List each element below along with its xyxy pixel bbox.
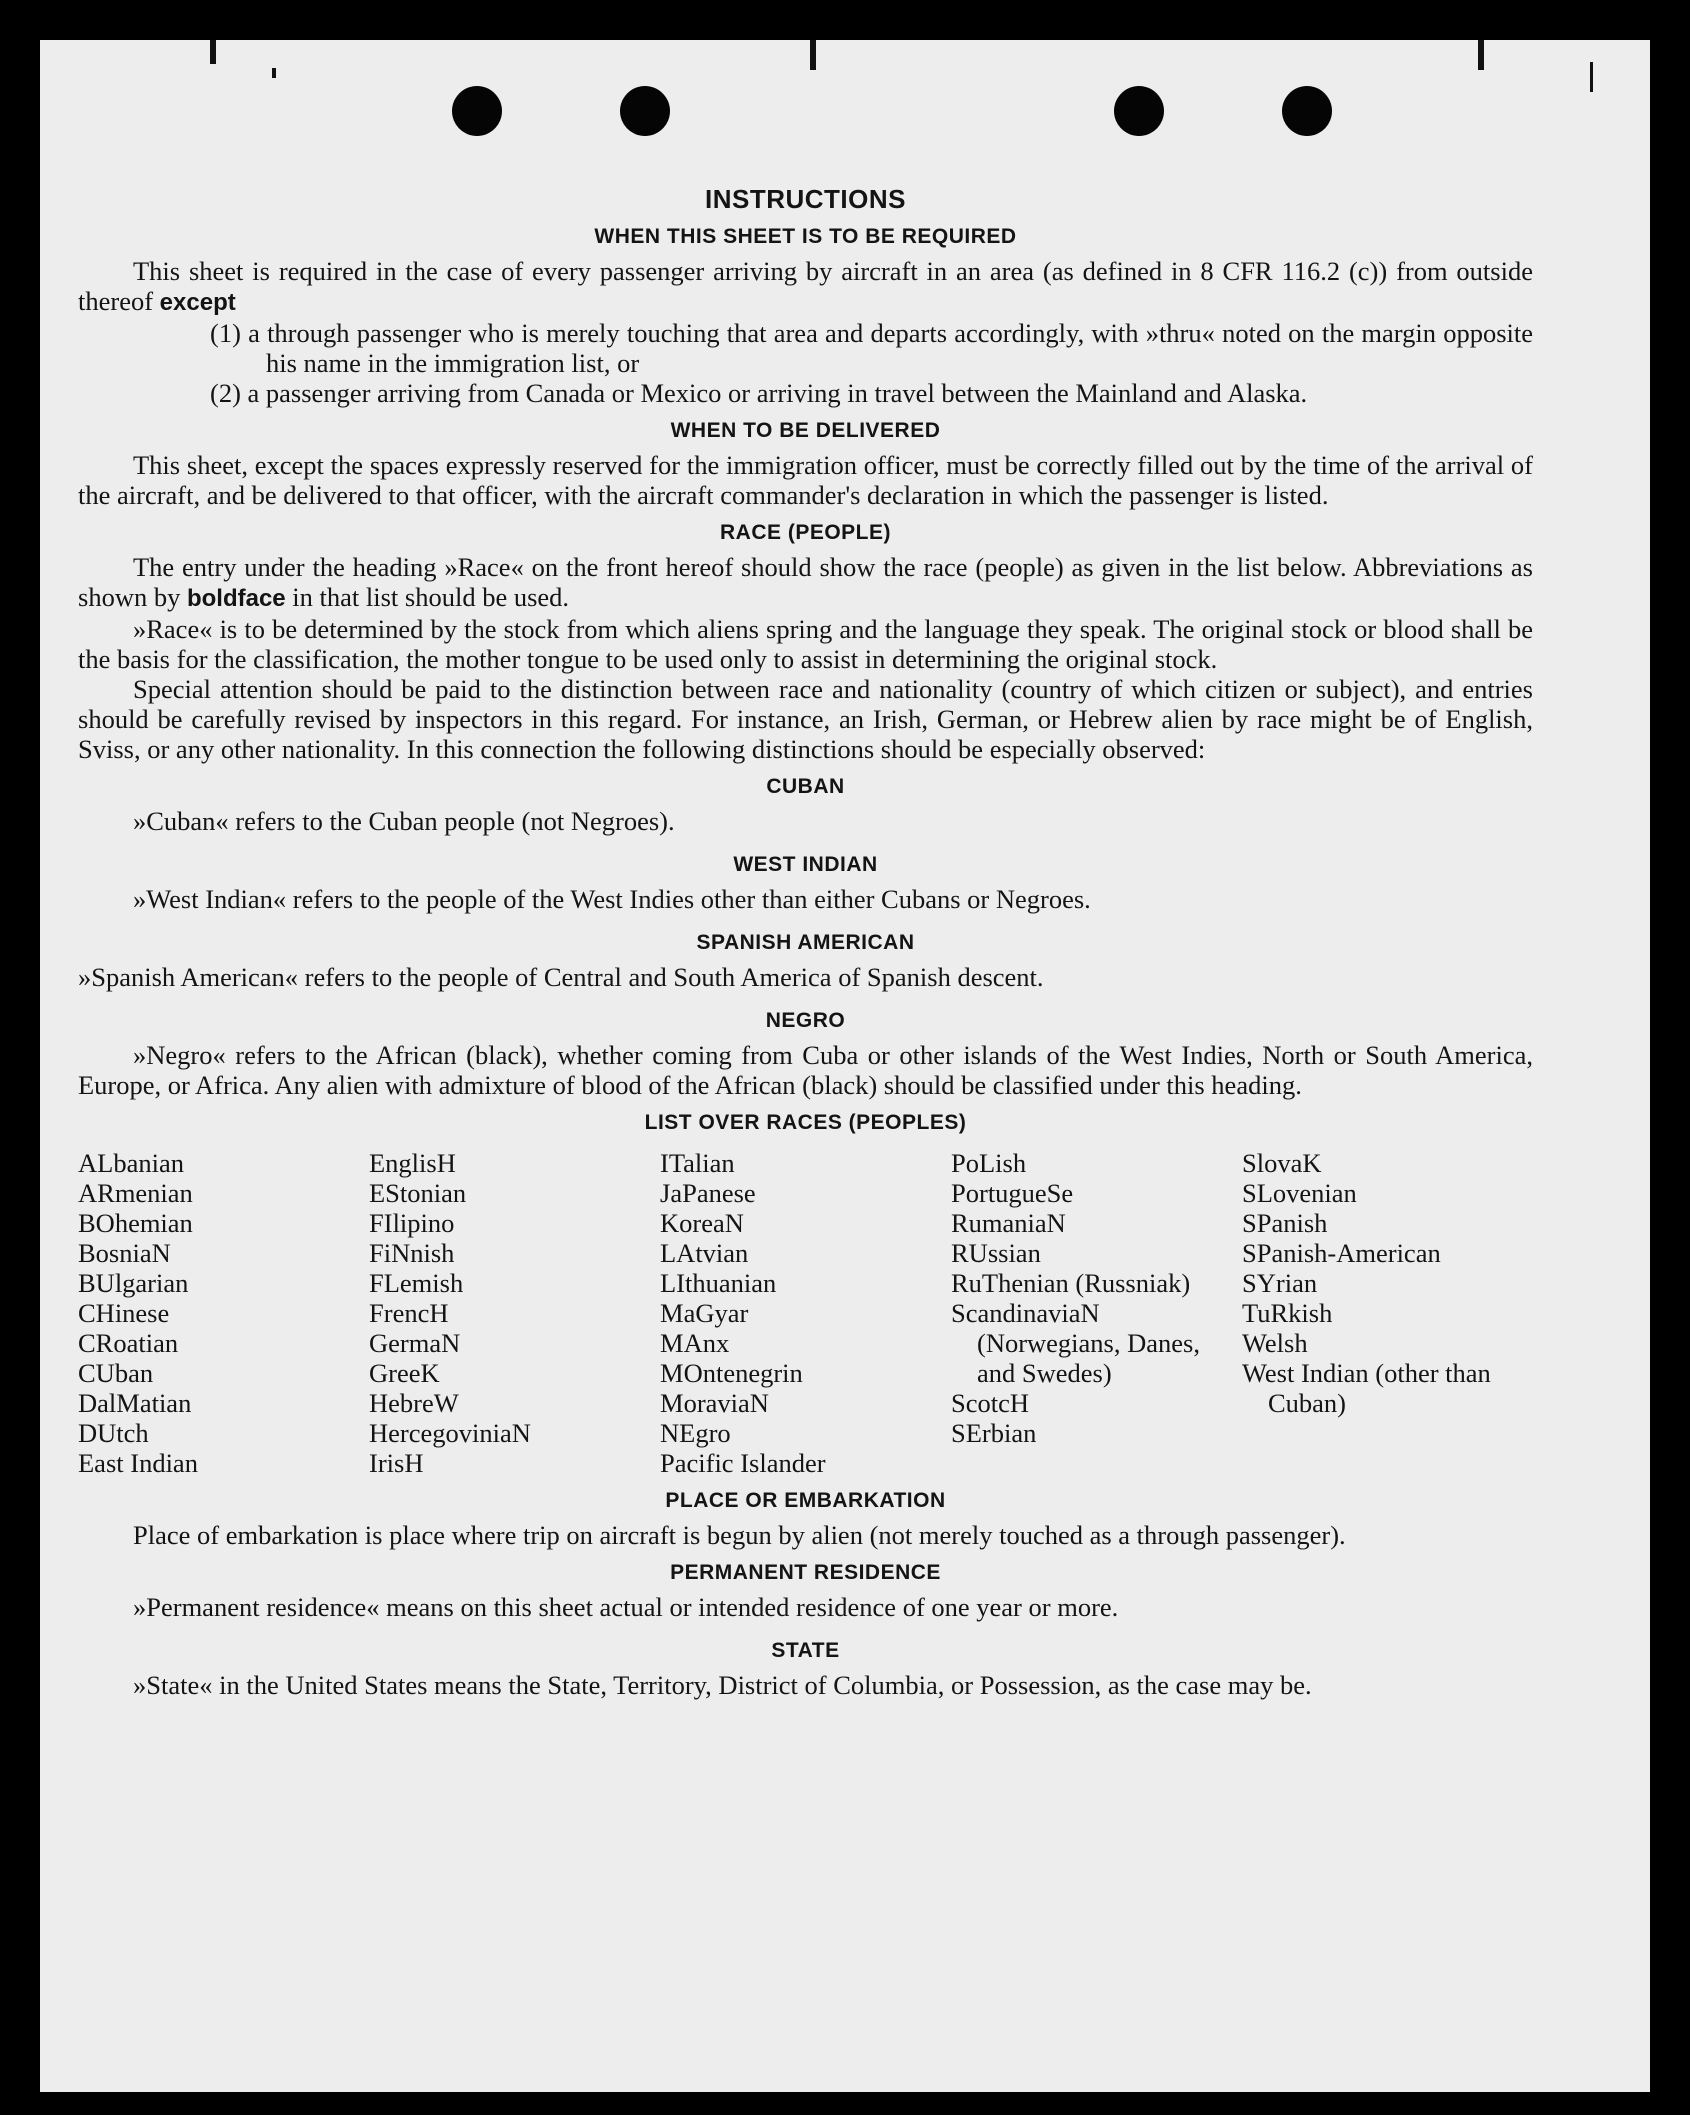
race-item: MoraviaN xyxy=(660,1388,769,1418)
race-item: RuThenian (Russniak) xyxy=(951,1268,1191,1298)
race-item: ARmenian xyxy=(78,1178,193,1208)
race-item: East Indian xyxy=(78,1448,198,1478)
paragraph: This sheet is required in the case of every passenger arriving by aircraft in an area (as defined in 8 CFR 116.2 (c)) from outside thereof except xyxy=(78,256,1533,316)
race-item: IrisH xyxy=(369,1448,424,1478)
race-item: NEgro xyxy=(660,1418,731,1448)
paragraph: »Negro« refers to the African (black), whether coming from Cuba or other islands of the West Indies, North or South America, Europe, or Africa. Any alien with admixture of blood of the African (black) should be classified under this heading. xyxy=(78,1040,1533,1100)
paragraph: »Race« is to be determined by the stock from which aliens spring and the language they speak. The original stock or blood shall be the basis for the classification, the mother tongue to be used only to assist in determining the original stock. xyxy=(78,614,1533,674)
race-item: SPanish-American xyxy=(1242,1238,1441,1268)
race-item: GreeK xyxy=(369,1358,440,1388)
race-item: DalMatian xyxy=(78,1388,192,1418)
paragraph: »Spanish American« refers to the people of Central and South America of Spanish descent. xyxy=(78,962,1044,992)
section-heading: PERMANENT RESIDENCE xyxy=(670,1561,941,1584)
race-item: DUtch xyxy=(78,1418,149,1448)
race-item: CHinese xyxy=(78,1298,170,1328)
document-page xyxy=(40,40,1650,2092)
race-item: RUssian xyxy=(951,1238,1041,1268)
race-item: PoLish xyxy=(951,1148,1027,1178)
race-column xyxy=(660,1148,951,1478)
race-item: CUban xyxy=(78,1358,154,1388)
paragraph: This sheet, except the spaces expressly reserved for the immigration officer, must be correctly filled out by the time of the arrival of the aircraft, and be delivered to that officer, with the aircraft commander's declaration in which the passenger is listed. xyxy=(78,450,1533,510)
section-heading: PLACE OR EMBARKATION xyxy=(665,1489,946,1512)
section-heading: WEST INDIAN xyxy=(733,853,878,876)
race-column xyxy=(951,1148,1242,1478)
paragraph: »West Indian« refers to the people of the West Indies other than either Cubans or Negroes. xyxy=(133,884,1091,914)
section-heading: SPANISH AMERICAN xyxy=(696,931,915,954)
section-heading: WHEN THIS SHEET IS TO BE REQUIRED xyxy=(594,225,1017,248)
race-item: FrencH xyxy=(369,1298,449,1328)
race-item: FiNnish xyxy=(369,1238,455,1268)
race-item: BosniaN xyxy=(78,1238,171,1268)
race-item: West Indian (other than Cuban) xyxy=(1242,1358,1491,1418)
paragraph: »State« in the United States means the State, Territory, District of Columbia, or Possession, as the case may be. xyxy=(133,1670,1312,1700)
section-heading: NEGRO xyxy=(765,1009,846,1032)
punch-hole xyxy=(452,86,502,136)
race-item: ALbanian xyxy=(78,1148,184,1178)
punch-hole xyxy=(620,86,670,136)
race-item: MOntenegrin xyxy=(660,1358,803,1388)
race-item: ScotcH xyxy=(951,1388,1030,1418)
list-item: (2) a passenger arriving from Canada or Mexico or arriving in travel between the Mainland and Alaska. xyxy=(210,378,1308,408)
paragraph: »Cuban« refers to the Cuban people (not Negroes). xyxy=(133,806,675,836)
section-heading: WHEN TO BE DELIVERED xyxy=(670,419,941,442)
race-item: TuRkish xyxy=(1242,1298,1333,1328)
race-item: JaPanese xyxy=(660,1178,756,1208)
race-item: MAnx xyxy=(660,1328,730,1358)
race-item: ScandinaviaN (Norwegians, Danes, and Swedes) xyxy=(951,1298,1200,1388)
emphasis: boldface xyxy=(186,585,286,612)
race-item: MaGyar xyxy=(660,1298,749,1328)
emphasis: except xyxy=(159,289,236,316)
paragraph: The entry under the heading »Race« on the front hereof should show the race (people) as given in the list below. Abbreviations as shown by boldface in that list should be used. xyxy=(78,552,1533,612)
race-item: FLemish xyxy=(369,1268,464,1298)
race-item: EnglisH xyxy=(369,1148,456,1178)
race-item: SlovaK xyxy=(1242,1148,1322,1178)
race-item: Welsh xyxy=(1242,1328,1308,1358)
race-item: EStonian xyxy=(369,1178,467,1208)
punch-hole xyxy=(1114,86,1164,136)
section-heading: RACE (PEOPLE) xyxy=(719,521,891,544)
race-column xyxy=(369,1148,660,1478)
race-item: LAtvian xyxy=(660,1238,749,1268)
race-item: HebreW xyxy=(369,1388,459,1418)
race-item: ITalian xyxy=(660,1148,735,1178)
race-column xyxy=(1242,1148,1533,1478)
punch-hole xyxy=(1282,86,1332,136)
instructions-body xyxy=(78,184,1533,1700)
paragraph: Place of embarkation is place where trip on aircraft is begun by alien (not merely touched as a through passenger). xyxy=(133,1520,1346,1550)
race-list xyxy=(78,1148,1533,1478)
race-item: GermaN xyxy=(369,1328,461,1358)
race-item: Pacific Islander xyxy=(660,1448,826,1478)
paragraph: Special attention should be paid to the distinction between race and nationality (country of which citizen or subject), and entries should be carefully revised by inspectors in this regard. For instance, an Irish, German, or Hebrew alien by race might be of English, Sviss, or any other nationality. In this connection the following distinctions should be especially observed: xyxy=(78,674,1533,764)
race-item: SLovenian xyxy=(1242,1178,1357,1208)
page-title: INSTRUCTIONS xyxy=(705,184,906,214)
race-item: SYrian xyxy=(1242,1268,1318,1298)
race-item: KoreaN xyxy=(660,1208,744,1238)
section-heading: CUBAN xyxy=(766,775,845,798)
race-item: FIlipino xyxy=(369,1208,455,1238)
race-item: BUlgarian xyxy=(78,1268,189,1298)
paragraph: »Permanent residence« means on this sheet actual or intended residence of one year or more. xyxy=(133,1592,1119,1622)
race-item: SPanish xyxy=(1242,1208,1328,1238)
race-item: LIthuanian xyxy=(660,1268,777,1298)
section-heading: STATE xyxy=(771,1639,840,1662)
section-heading: LIST OVER RACES (PEOPLES) xyxy=(644,1111,967,1134)
race-item: RumaniaN xyxy=(951,1208,1066,1238)
race-item: SErbian xyxy=(951,1418,1037,1448)
race-column xyxy=(78,1148,369,1478)
race-item: BOhemian xyxy=(78,1208,193,1238)
race-item: CRoatian xyxy=(78,1328,179,1358)
race-item: PortugueSe xyxy=(951,1178,1074,1208)
race-item: HercegoviniaN xyxy=(369,1418,531,1448)
list-item: (1) a through passenger who is merely touching that area and departs accordingly, with »thru« noted on the margin opposite his name in the immigration list, or xyxy=(210,318,1533,378)
